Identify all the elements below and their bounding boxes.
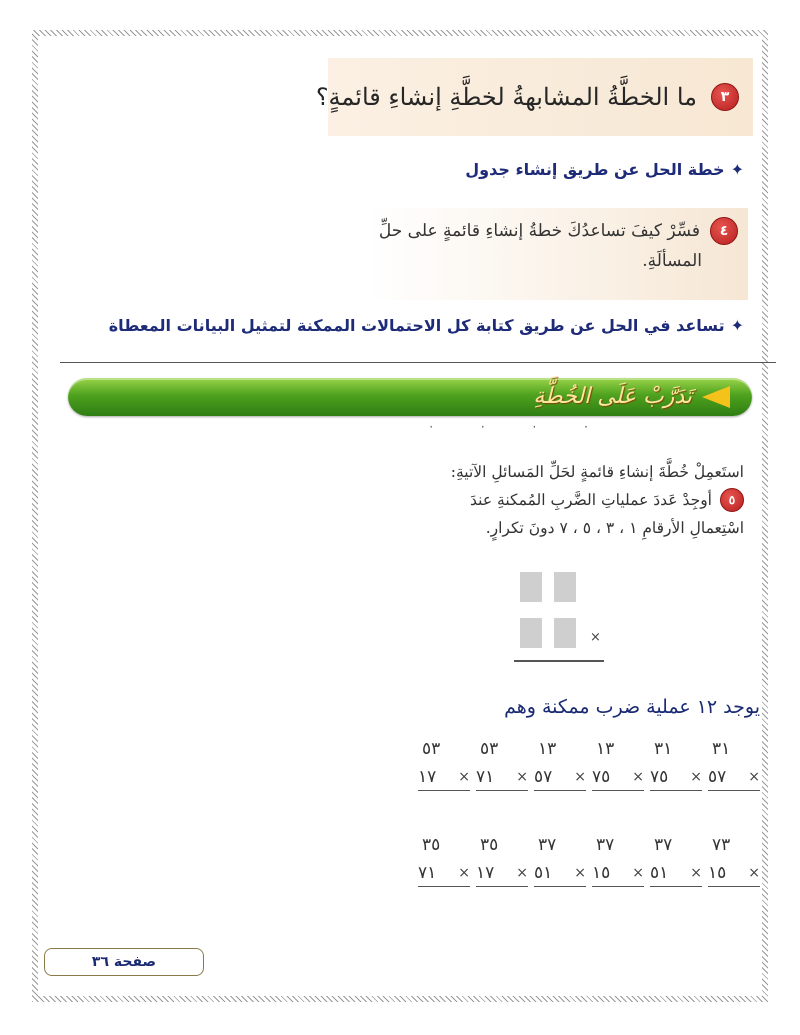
times-icon: × <box>458 769 470 785</box>
multiplier: ٧٥ <box>592 767 611 787</box>
question-3-text: ما الخطَّةُ المشابهةُ لخطَّةِ إنشاءِ قائمةٍ؟ <box>315 83 697 111</box>
multiplier-line <box>418 860 470 887</box>
section-decoration: · · · · <box>429 420 610 434</box>
multiplication-item <box>592 830 644 887</box>
star-icon: ✦ <box>730 160 744 179</box>
multiplier-line <box>592 860 644 887</box>
multiplicand: ٣٧ <box>538 835 557 855</box>
multiplicand: ٣١ <box>654 739 673 759</box>
multiplier: ١٧ <box>418 767 437 787</box>
multiplicand: ١٣ <box>538 739 557 759</box>
multiplicand: ٣٧ <box>596 835 615 855</box>
times-icon: × <box>748 865 760 881</box>
diagram-line <box>514 660 604 662</box>
multiplier: ٥٧ <box>534 767 553 787</box>
section-arrow-icon <box>702 386 730 408</box>
multiplier-line <box>708 860 760 887</box>
times-icon: × <box>590 630 601 645</box>
multiplication-item <box>708 830 760 887</box>
multiplication-item <box>592 734 644 791</box>
multiplication-item <box>476 734 528 791</box>
question-5-line-1: أوجِدْ عَددَ عملياتِ الضَّربِ المُمكنةِ عندَ <box>470 491 712 509</box>
digit-placeholder <box>554 572 576 602</box>
multiplication-item <box>650 830 702 887</box>
multiplication-row-1 <box>418 734 760 791</box>
multiplier-line <box>592 764 644 791</box>
question-4-number: ٤ <box>710 217 738 245</box>
multiplicand: ٣٥ <box>480 835 499 855</box>
multiplier-line <box>708 764 760 791</box>
multiplicand: ٧٣ <box>712 835 731 855</box>
multiplicand: ٣٧ <box>654 835 673 855</box>
multiplication-item <box>650 734 702 791</box>
multiplier: ١٧ <box>476 863 495 883</box>
answer-4 <box>109 316 744 335</box>
times-icon: × <box>516 865 528 881</box>
times-icon: × <box>516 769 528 785</box>
multiplier-line <box>534 764 586 791</box>
question-3-number: ٣ <box>711 83 739 111</box>
multiplier: ٧١ <box>418 863 437 883</box>
multiplier-line <box>418 764 470 791</box>
question-5-line-2: اسْتِعمالِ الأرقامِ ١ ، ٣ ، ٥ ، ٧ دونَ تكرارٍ. <box>485 519 744 537</box>
multiplicand: ١٣ <box>596 739 615 759</box>
multiplicand: ٥٣ <box>480 739 499 759</box>
multiplier: ١٥ <box>592 863 611 883</box>
multiplier-line <box>650 860 702 887</box>
times-icon: × <box>458 865 470 881</box>
multiplier-line <box>650 764 702 791</box>
times-icon: × <box>690 865 702 881</box>
question-3-banner <box>315 58 753 136</box>
times-icon: × <box>690 769 702 785</box>
digit-placeholder <box>520 618 542 648</box>
times-icon: × <box>748 769 760 785</box>
section-divider <box>60 362 776 363</box>
practice-intro: استَعمِلْ خُطَّةَ إنشاءِ قائمةٍ لحَلِّ المَسائلِ الآتيةِ: <box>450 463 744 481</box>
answer-4-text: تساعد في الحل عن طريق كتابة كل الاحتمالات الممكنة لتمثيل البيانات المعطاة <box>108 316 725 335</box>
question-4-line-1: فسِّرْ كيفَ تساعدُكَ خطةُ إنشاءِ قائمةٍ على حلِّ <box>378 221 700 241</box>
question-4-line-2: المسألَةِ. <box>642 251 702 271</box>
multiplicand: ٥٣ <box>422 739 441 759</box>
times-icon: × <box>574 865 586 881</box>
multiplicand: ٣١ <box>712 739 731 759</box>
multiplier: ١٥ <box>708 863 727 883</box>
section-title: تَدَرَّبْ عَلَى الخُطَّةِ <box>533 384 692 409</box>
answer-3 <box>465 160 744 179</box>
practice-block <box>364 458 744 542</box>
question-4-box <box>366 208 748 300</box>
multiplier: ٧١ <box>476 767 495 787</box>
multiplication-item <box>418 830 470 887</box>
multiplication-item <box>534 734 586 791</box>
multiplier: ٧٥ <box>650 767 669 787</box>
multiplication-item <box>534 830 586 887</box>
times-icon: × <box>574 769 586 785</box>
multiplication-item <box>708 734 760 791</box>
multiplication-row-2 <box>418 830 760 887</box>
multiplication-diagram <box>516 572 606 662</box>
answer-3-text: خطة الحل عن طريق إنشاء جدول <box>465 160 725 179</box>
question-5-number: ٥ <box>720 488 744 512</box>
multiplier-line <box>476 860 528 887</box>
page-number-label: صفحة ٣٦ <box>44 948 204 976</box>
solution-title: يوجد ١٢ عملية ضرب ممكنة وهم <box>504 696 760 718</box>
multiplicand: ٣٥ <box>422 835 441 855</box>
multiplication-item <box>476 830 528 887</box>
multiplier: ٥١ <box>650 863 669 883</box>
times-icon: × <box>632 769 644 785</box>
multiplier-line <box>534 860 586 887</box>
multiplier-line <box>476 764 528 791</box>
multiplication-item <box>418 734 470 791</box>
multiplier: ٥٧ <box>708 767 727 787</box>
star-icon: ✦ <box>730 316 744 335</box>
digit-placeholder <box>520 572 542 602</box>
digit-placeholder <box>554 618 576 648</box>
times-icon: × <box>632 865 644 881</box>
multiplier: ٥١ <box>534 863 553 883</box>
